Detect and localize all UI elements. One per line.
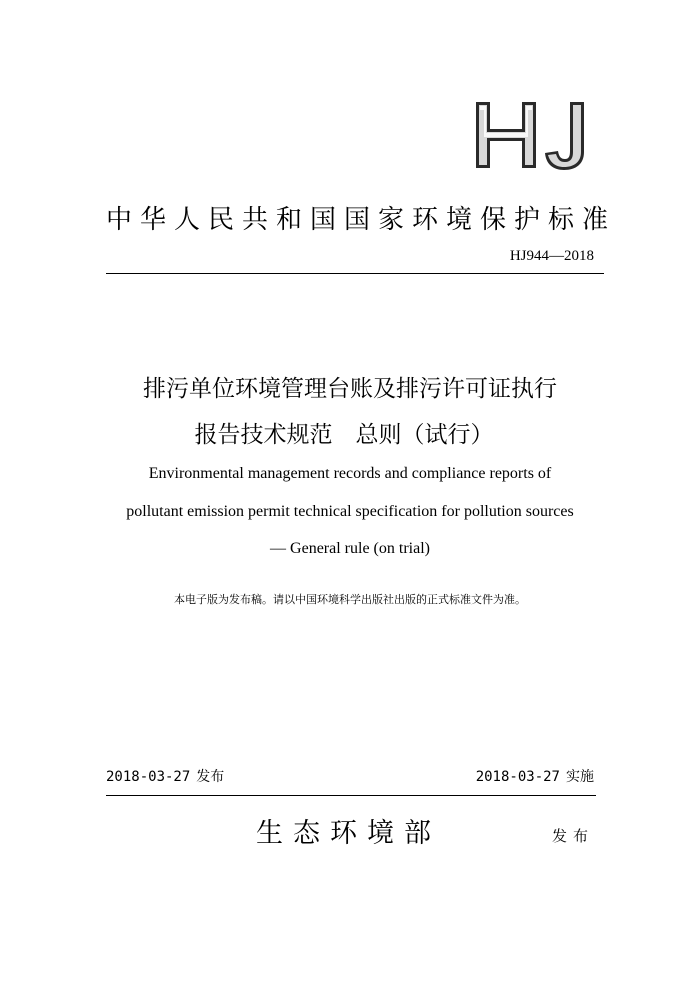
english-title-line-1: Environmental management records and compliance reports of	[148, 465, 552, 482]
english-title-line-2: pollutant emission permit technical specification for pollution sources	[126, 503, 574, 520]
chinese-title-line-1: 排污单位环境管理台账及排污许可证执行	[143, 376, 557, 402]
issuing-authority-title: 中华人民共和国国家环境保护标准	[106, 205, 617, 235]
implement-date-row	[476, 766, 594, 788]
footer-divider	[106, 795, 596, 796]
issue-label: 发布	[196, 769, 225, 785]
implement-date: 2018-03-27	[475, 769, 560, 785]
issue-date-row	[106, 766, 224, 788]
standard-code: HJ944—2018	[509, 248, 594, 264]
publish-label: 发布	[551, 827, 594, 845]
hj-standard-logo-icon	[470, 96, 596, 174]
logo-letter-h	[476, 102, 536, 168]
issuing-ministry: 生态环境部	[256, 818, 441, 849]
implement-label: 实施	[566, 769, 594, 785]
header-divider	[106, 273, 604, 274]
logo-letter-j	[545, 102, 584, 170]
electronic-version-notice: 本电子版为发布稿。请以中国环境科学出版社出版的正式标准文件为准。	[174, 593, 526, 606]
chinese-title-line-2: 报告技术规范 总则（试行）	[194, 422, 494, 448]
issue-date: 2018-03-27	[106, 769, 191, 785]
english-title-line-3: — General rule (on trial)	[270, 540, 430, 557]
